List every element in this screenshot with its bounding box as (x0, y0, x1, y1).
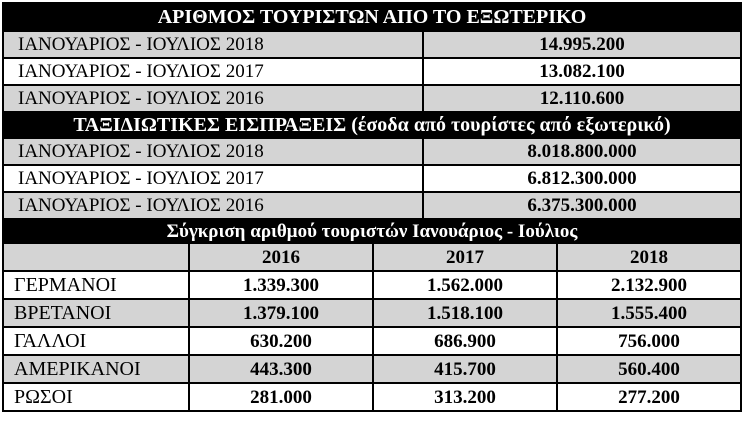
nationality-label: ΓΕΡΜΑΝΟΙ (3, 271, 189, 299)
tourist-count: 281.000 (189, 383, 373, 411)
period-label: ΙΑΝΟΥΑΡΙΟΣ - ΙΟΥΛΙΟΣ 2017 (3, 165, 423, 192)
period-label: ΙΑΝΟΥΑΡΙΟΣ - ΙΟΥΛΙΟΣ 2017 (3, 58, 423, 85)
receipts-header-row (3, 112, 741, 138)
receipts-row (3, 138, 741, 165)
summary-table (2, 2, 742, 220)
nationality-label: ΒΡΕΤΑΝΟΙ (3, 299, 189, 327)
year-header: 2018 (557, 243, 741, 271)
receipts-row (3, 192, 741, 219)
tourist-count: 313.200 (373, 383, 557, 411)
tourists-section-title: ΑΡΙΘΜΟΣ ΤΟΥΡΙΣΤΩΝ ΑΠΟ ΤΟ ΕΞΩΤΕΡΙΚΟ (3, 3, 741, 31)
receipts-row (3, 165, 741, 192)
nationality-row (3, 355, 741, 383)
period-label: ΙΑΝΟΥΑΡΙΟΣ - ΙΟΥΛΙΟΣ 2016 (3, 85, 423, 112)
tourist-count: 686.900 (373, 327, 557, 355)
year-header-row (3, 243, 741, 271)
nationality-row (3, 299, 741, 327)
comparison-header-row (3, 219, 741, 243)
empty-corner-cell (3, 243, 189, 271)
tourists-value: 14.995.200 (423, 31, 741, 58)
nationality-label: ΓΑΛΛΟΙ (3, 327, 189, 355)
tourist-count: 560.400 (557, 355, 741, 383)
nationality-row (3, 327, 741, 355)
tourist-count: 1.555.400 (557, 299, 741, 327)
receipts-value: 6.812.300.000 (423, 165, 741, 192)
receipts-value: 8.018.800.000 (423, 138, 741, 165)
tourist-count: 630.200 (189, 327, 373, 355)
tourist-count: 1.339.300 (189, 271, 373, 299)
period-label: ΙΑΝΟΥΑΡΙΟΣ - ΙΟΥΛΙΟΣ 2016 (3, 192, 423, 219)
year-header: 2016 (189, 243, 373, 271)
tourists-row (3, 31, 741, 58)
period-label: ΙΑΝΟΥΑΡΙΟΣ - ΙΟΥΛΙΟΣ 2018 (3, 31, 423, 58)
tourist-count: 1.562.000 (373, 271, 557, 299)
tourist-count: 1.379.100 (189, 299, 373, 327)
receipts-value: 6.375.300.000 (423, 192, 741, 219)
tourist-count: 2.132.900 (557, 271, 741, 299)
tourists-value: 12.110.600 (423, 85, 741, 112)
tourism-statistics-document (2, 2, 740, 420)
nationality-label: ΑΜΕΡΙΚΑΝΟΙ (3, 355, 189, 383)
tourist-count: 277.200 (557, 383, 741, 411)
tourist-count: 443.300 (189, 355, 373, 383)
tourist-count: 1.518.100 (373, 299, 557, 327)
tourists-header-row (3, 3, 741, 31)
tourists-row (3, 85, 741, 112)
comparison-table (2, 218, 742, 412)
period-label: ΙΑΝΟΥΑΡΙΟΣ - ΙΟΥΛΙΟΣ 2018 (3, 138, 423, 165)
nationality-label: ΡΩΣΟΙ (3, 383, 189, 411)
tourists-value: 13.082.100 (423, 58, 741, 85)
comparison-section-title: Σύγκριση αριθμού τουριστών Ιανουάριος - Ιούλιος (3, 219, 741, 243)
nationality-row (3, 383, 741, 411)
receipts-section-title: ΤΑΞΙΔΙΩΤΙΚΕΣ ΕΙΣΠΡΑΞΕΙΣ (έσοδα από τουρίστες από εξωτερικό) (3, 112, 741, 138)
nationality-row (3, 271, 741, 299)
tourist-count: 756.000 (557, 327, 741, 355)
year-header: 2017 (373, 243, 557, 271)
tourists-row (3, 58, 741, 85)
tourist-count: 415.700 (373, 355, 557, 383)
